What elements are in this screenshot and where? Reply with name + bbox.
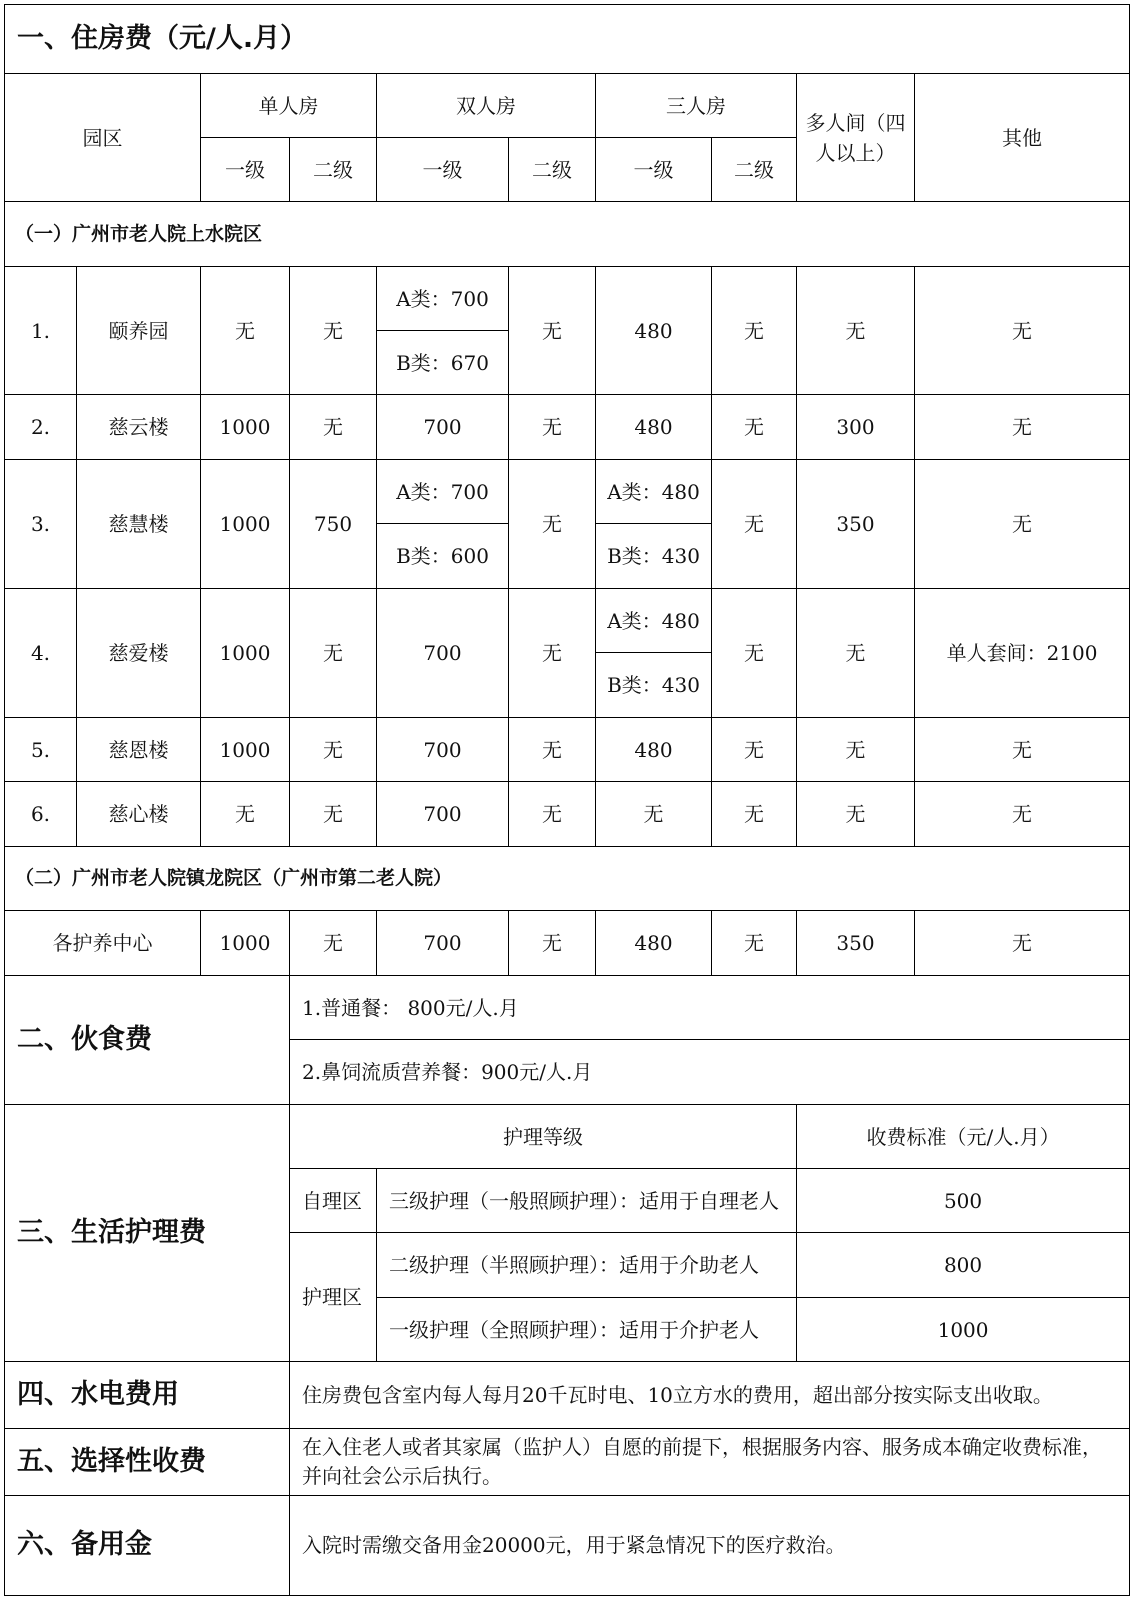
care-zone-self: 自理区 (290, 1169, 377, 1233)
care-level-fee: 500 (797, 1169, 1130, 1233)
double-grade2-value: 无 (509, 911, 596, 976)
header-double-room: 双人房 (377, 74, 596, 138)
triple-grade2-value: 无 (712, 911, 797, 976)
header-other: 其他 (915, 74, 1130, 202)
table-row (5, 782, 1130, 847)
triple-grade2-value: 无 (712, 267, 797, 395)
row-number: 5. (5, 718, 77, 782)
double-grade1-a-value: A类：700 (377, 460, 509, 524)
reserve-text: 入院时需缴交备用金20000元，用于紧急情况下的医疗救治。 (290, 1496, 1130, 1596)
multi-value: 300 (797, 395, 915, 460)
section1-title: （一）广州市老人院上水院区 (5, 202, 1130, 267)
other-value: 无 (915, 911, 1130, 976)
single-grade1-value: 无 (201, 782, 290, 847)
building-name: 各护养中心 (5, 911, 201, 976)
header-triple-grade2: 二级 (712, 138, 797, 202)
multi-value: 350 (797, 911, 915, 976)
multi-value: 无 (797, 718, 915, 782)
triple-grade1-value: 480 (596, 718, 712, 782)
care-level-desc: 三级护理（一般照顾护理）：适用于自理老人 (377, 1169, 797, 1233)
header-single-grade2: 二级 (290, 138, 377, 202)
building-name: 慈恩楼 (77, 718, 201, 782)
building-name: 慈云楼 (77, 395, 201, 460)
multi-value: 无 (797, 782, 915, 847)
double-grade1-value: 700 (377, 911, 509, 976)
triple-grade1-value: 480 (596, 267, 712, 395)
triple-grade1-b-value: B类：430 (596, 653, 712, 718)
row-number: 4. (5, 589, 77, 718)
double-grade2-value: 无 (509, 782, 596, 847)
triple-grade2-value: 无 (712, 460, 797, 589)
header-single-grade1: 一级 (201, 138, 290, 202)
table-row (5, 718, 1130, 782)
other-value: 单人套间：2100 (915, 589, 1130, 718)
double-grade1-value: 700 (377, 718, 509, 782)
table-row (5, 589, 1130, 653)
row-number: 3. (5, 460, 77, 589)
header-double-grade2: 二级 (509, 138, 596, 202)
single-grade2-value: 无 (290, 395, 377, 460)
double-grade2-value: 无 (509, 718, 596, 782)
care-level-fee: 800 (797, 1233, 1130, 1298)
meal-item-nasal-feeding: 2.鼻饲流质营养餐：900元/人.月 (290, 1040, 1130, 1105)
building-name: 慈慧楼 (77, 460, 201, 589)
single-grade2-value: 无 (290, 911, 377, 976)
table-row (5, 460, 1130, 524)
header-triple-room: 三人房 (596, 74, 797, 138)
row-number: 1. (5, 267, 77, 395)
double-grade1-b-value: B类：670 (377, 331, 509, 395)
single-grade2-value: 无 (290, 782, 377, 847)
fee-schedule-page (4, 4, 1129, 1596)
housing-title: 一、住房费（元/人.月） (5, 5, 1130, 74)
triple-grade2-value: 无 (712, 718, 797, 782)
header-triple-grade1: 一级 (596, 138, 712, 202)
double-grade2-value: 无 (509, 395, 596, 460)
care-header-fee: 收费标准（元/人.月） (797, 1105, 1130, 1169)
care-zone-nursing: 护理区 (290, 1233, 377, 1362)
fee-schedule-table (4, 4, 1130, 1596)
care-level-desc: 二级护理（半照顾护理）：适用于介助老人 (377, 1233, 797, 1298)
multi-value: 无 (797, 589, 915, 718)
multi-value: 350 (797, 460, 915, 589)
single-grade1-value: 1000 (201, 460, 290, 589)
meal-item-regular: 1.普通餐： 800元/人.月 (290, 976, 1130, 1040)
other-value: 无 (915, 267, 1130, 395)
header-multi-room: 多人间（四人以上） (797, 74, 915, 202)
row-number: 6. (5, 782, 77, 847)
single-grade1-value: 1000 (201, 718, 290, 782)
care-level-fee: 1000 (797, 1298, 1130, 1362)
single-grade2-value: 无 (290, 589, 377, 718)
single-grade2-value: 750 (290, 460, 377, 589)
reserve-title: 六、备用金 (5, 1496, 290, 1596)
building-name: 慈心楼 (77, 782, 201, 847)
triple-grade1-a-value: A类：480 (596, 589, 712, 653)
other-value: 无 (915, 395, 1130, 460)
double-grade2-value: 无 (509, 589, 596, 718)
multi-value: 无 (797, 267, 915, 395)
other-value: 无 (915, 782, 1130, 847)
triple-grade1-b-value: B类：430 (596, 524, 712, 589)
building-name: 颐养园 (77, 267, 201, 395)
optional-text: 在入住老人或者其家属（监护人）自愿的前提下，根据服务内容、服务成本确定收费标准，并向社会公示后执行。 (290, 1429, 1130, 1496)
table-row (5, 395, 1130, 460)
table-row (5, 267, 1130, 331)
utilities-title: 四、水电费用 (5, 1362, 290, 1429)
header-double-grade1: 一级 (377, 138, 509, 202)
double-grade1-value: 700 (377, 782, 509, 847)
single-grade2-value: 无 (290, 267, 377, 395)
row-number: 2. (5, 395, 77, 460)
triple-grade2-value: 无 (712, 589, 797, 718)
triple-grade2-value: 无 (712, 782, 797, 847)
other-value: 无 (915, 718, 1130, 782)
optional-title: 五、选择性收费 (5, 1429, 290, 1496)
care-header-level: 护理等级 (290, 1105, 797, 1169)
section2-title: （二）广州市老人院镇龙院区（广州市第二老人院） (5, 847, 1130, 911)
double-grade1-value: 700 (377, 395, 509, 460)
double-grade1-value: 700 (377, 589, 509, 718)
double-grade2-value: 无 (509, 460, 596, 589)
triple-grade1-value: 无 (596, 782, 712, 847)
triple-grade2-value: 无 (712, 395, 797, 460)
other-value: 无 (915, 460, 1130, 589)
double-grade1-b-value: B类：600 (377, 524, 509, 589)
building-name: 慈爱楼 (77, 589, 201, 718)
meals-title: 二、伙食费 (5, 976, 290, 1105)
double-grade2-value: 无 (509, 267, 596, 395)
double-grade1-a-value: A类：700 (377, 267, 509, 331)
table-row (5, 911, 1130, 976)
care-title: 三、生活护理费 (5, 1105, 290, 1362)
triple-grade1-a-value: A类：480 (596, 460, 712, 524)
header-park: 园区 (5, 74, 201, 202)
single-grade1-value: 无 (201, 267, 290, 395)
care-level-desc: 一级护理（全照顾护理）：适用于介护老人 (377, 1298, 797, 1362)
triple-grade1-value: 480 (596, 911, 712, 976)
utilities-text: 住房费包含室内每人每月20千瓦时电、10立方水的费用，超出部分按实际支出收取。 (290, 1362, 1130, 1429)
single-grade2-value: 无 (290, 718, 377, 782)
header-single-room: 单人房 (201, 74, 377, 138)
triple-grade1-value: 480 (596, 395, 712, 460)
single-grade1-value: 1000 (201, 395, 290, 460)
single-grade1-value: 1000 (201, 911, 290, 976)
single-grade1-value: 1000 (201, 589, 290, 718)
